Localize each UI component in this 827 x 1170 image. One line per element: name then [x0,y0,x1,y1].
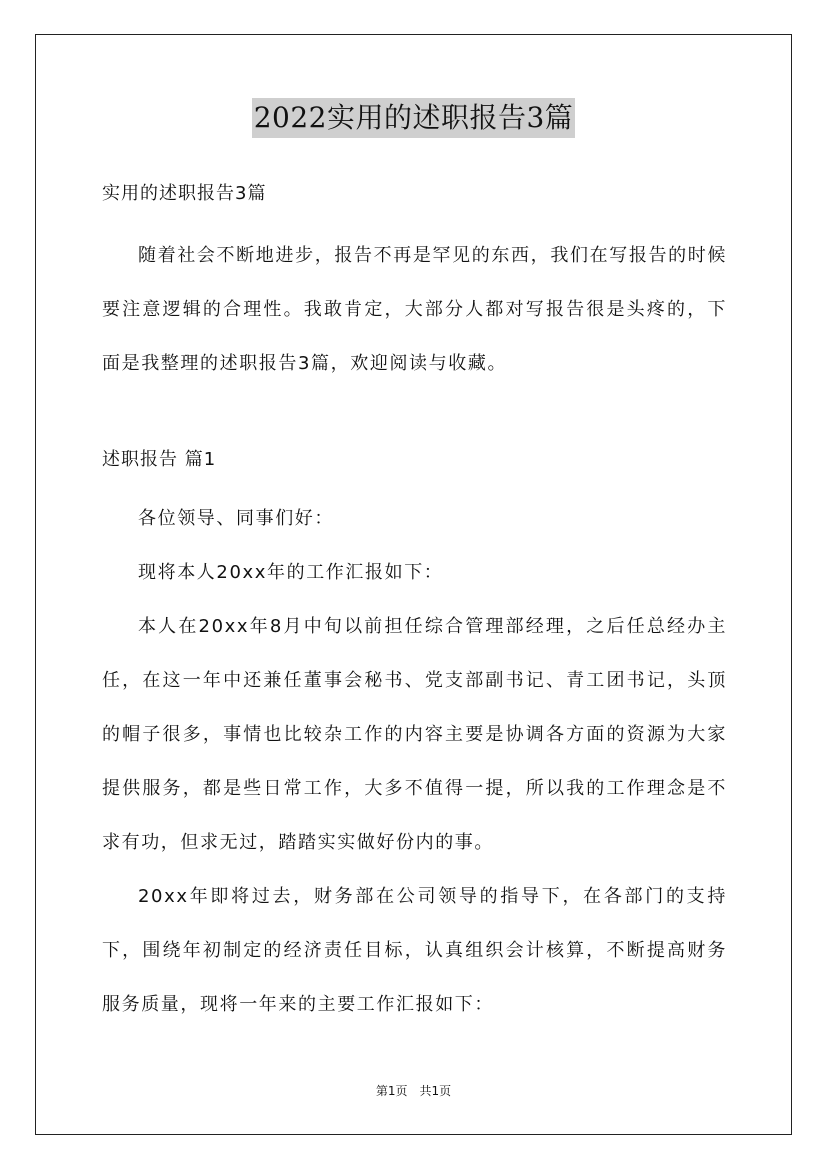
intro-paragraph: 随着社会不断地进步，报告不再是罕见的东西，我们在写报告的时候要注意逻辑的合理性。我敢肯定，大部分人都对写报告很是头疼的，下面是我整理的述职报告3篇，欢迎阅读与收藏。 [102,245,727,374]
body-paragraph: 20xx年即将过去，财务部在公司领导的指导下，在各部门的支持下，围绕年初制定的经济责任目标，认真组织会计核算，不断提高财务服务质量，现将一年来的主要工作汇报如下： [102,886,727,1015]
body-paragraphs [102,492,727,1032]
body-paragraph: 各位领导、同事们好： [138,508,334,529]
body-paragraph: 现将本人20xx年的工作汇报如下： [138,562,444,583]
document-subtitle: 实用的述职报告3篇 [102,183,267,204]
document-title: 2022实用的述职报告3篇 [252,98,576,138]
title-container [0,98,827,138]
page-footer [0,1082,827,1100]
body-paragraph: 本人在20xx年8月中旬以前担任综合管理部经理，之后任总经办主任，在这一年中还兼任董事会秘书、党支部副书记、青工团书记，头顶的帽子很多，事情也比较杂工作的内容主要是协调各方面的资源为大家提供服务，都是些日常工作，大多不值得一提，所以我的工作理念是不求有功，但求无过，踏踏实实做好份内的事。 [102,616,727,853]
intro-paragraph-block [102,229,727,391]
page-number-text: 第1页 共1页 [375,1084,452,1098]
document-body [102,171,727,1032]
section-heading: 述职报告 篇1 [102,449,217,470]
